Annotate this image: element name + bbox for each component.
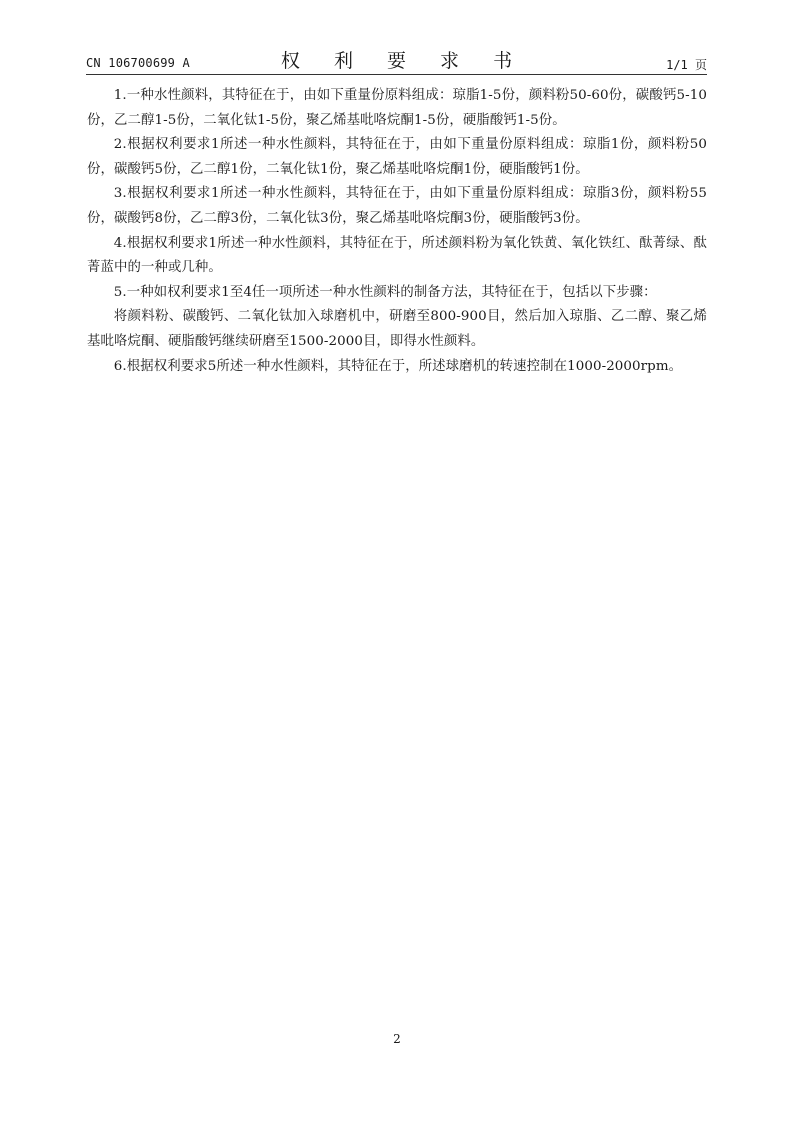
claim-4: 4.根据权利要求1所述一种水性颜料，其特征在于，所述颜料粉为氧化铁黄、氧化铁红、酞菁绿、酞菁蓝中的一种或几种。 <box>87 235 707 276</box>
claim-6: 6.根据权利要求5所述一种水性颜料，其特征在于，所述球磨机的转速控制在1000-2000rpm。 <box>113 358 683 374</box>
page-indicator: 1/1 页 <box>666 58 707 72</box>
patent-number: CN 106700699 A <box>86 56 190 70</box>
claims-body <box>87 84 707 379</box>
claim-3: 3.根据权利要求1所述一种水性颜料，其特征在于，由如下重量份原料组成：琼脂3份，颜料粉55份，碳酸钙8份，乙二醇3份，二氧化钛3份，聚乙烯基吡咯烷酮3份，硬脂酸钙3份。 <box>87 186 707 226</box>
claim-2: 2.根据权利要求1所述一种水性颜料，其特征在于，由如下重量份原料组成：琼脂1份，颜料粉50份，碳酸钙5份，乙二醇1份，二氧化钛1份，聚乙烯基吡咯烷酮1份，硬脂酸钙1份。 <box>87 137 707 177</box>
page-number: 2 <box>393 1032 401 1046</box>
claim-1: 1.一种水性颜料，其特征在于，由如下重量份原料组成：琼脂1-5份，颜料粉50-60份，碳酸钙5-10份，乙二醇1-5份，二氧化钛1-5份，聚乙烯基吡咯烷酮1-5份，硬脂酸钙1-5份。 <box>87 88 707 128</box>
page-header <box>86 44 707 75</box>
claim-5-step: 将颜料粉、碳酸钙、二氧化钛加入球磨机中，研磨至800-900目，然后加入琼脂、乙二醇、聚乙烯基吡咯烷酮、硬脂酸钙继续研磨至1500-2000目，即得水性颜料。 <box>87 309 707 349</box>
claim-5: 5.一种如权利要求1至4任一项所述一种水性颜料的制备方法，其特征在于，包括以下步骤： <box>113 284 657 300</box>
page-title: 权 利 要 求 书 <box>280 50 527 72</box>
